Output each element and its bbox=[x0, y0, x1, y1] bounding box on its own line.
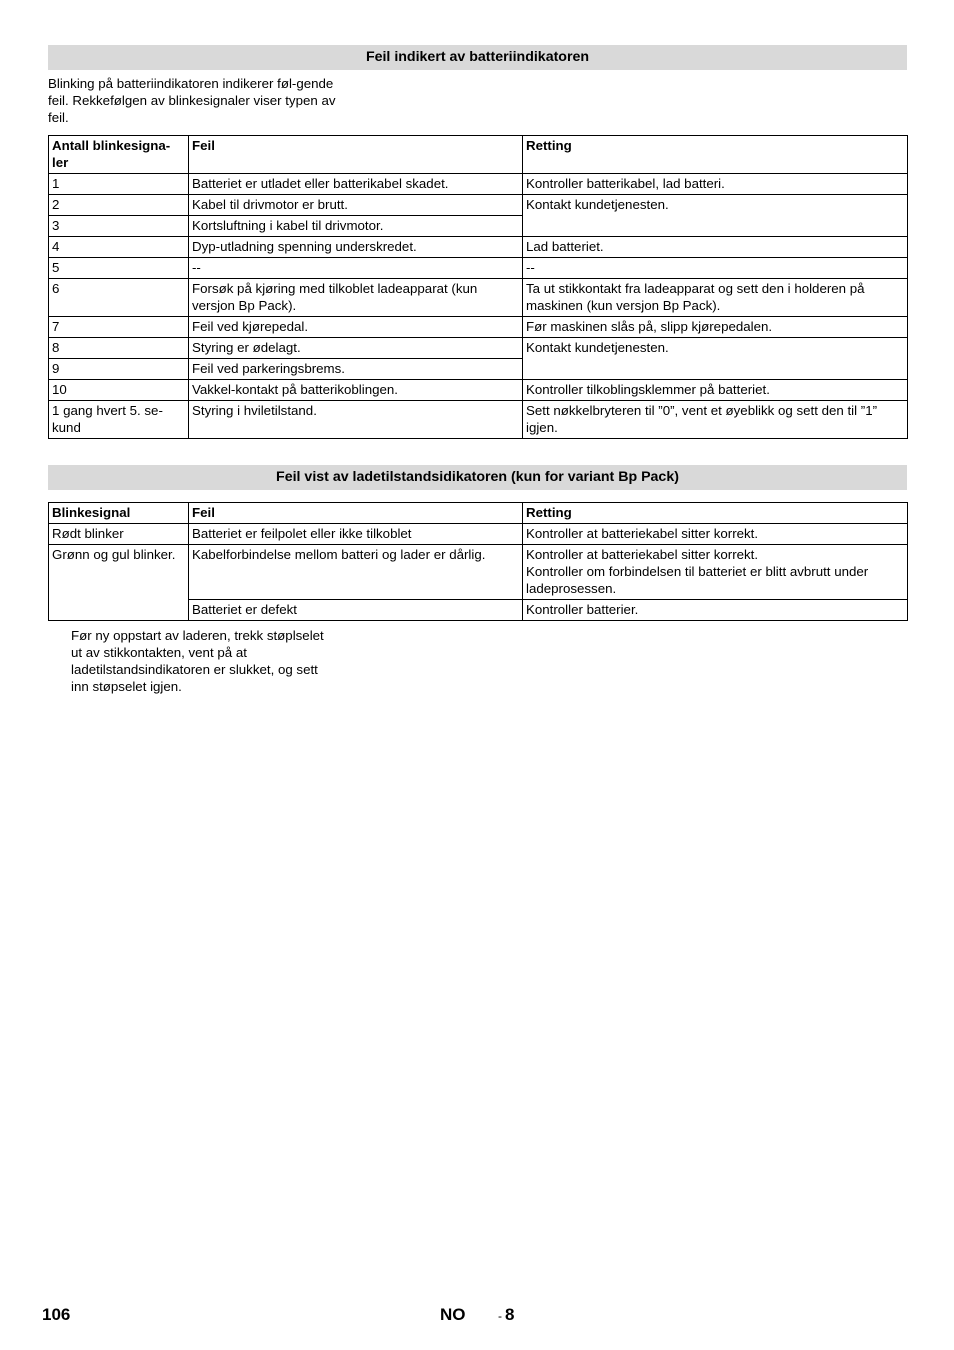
table-cell: Vakkel-kontakt på batterikoblingen. bbox=[189, 380, 523, 401]
table-cell: Kontroller batterier. bbox=[523, 600, 908, 621]
table-cell: Rødt blinker bbox=[49, 524, 189, 545]
table-header-row bbox=[49, 503, 908, 524]
table-cell: 2 bbox=[49, 195, 189, 216]
instruction-note bbox=[48, 627, 328, 695]
section-page-number bbox=[498, 1306, 514, 1325]
table-cell: Kontroller tilkoblingsklemmer på batteriet. bbox=[523, 380, 908, 401]
table-cell: 10 bbox=[49, 380, 189, 401]
table-cell: -- bbox=[523, 258, 908, 279]
table-cell: 4 bbox=[49, 237, 189, 258]
table-cell: Grønn og gul blinker. bbox=[49, 545, 189, 621]
header-cell: Antall blinkesigna-ler bbox=[49, 136, 189, 174]
table-cell: Kontroller at batteriekabel sitter korrekt. bbox=[523, 524, 908, 545]
table-cell: 5 bbox=[49, 258, 189, 279]
table-cell: 3 bbox=[49, 216, 189, 237]
table-cell: Styring i hviletilstand. bbox=[189, 401, 523, 439]
header-cell: Retting bbox=[523, 503, 908, 524]
table-cell: Kortsluftning i kabel til drivmotor. bbox=[189, 216, 523, 237]
table-cell: Batteriet er feilpolet eller ikke tilkoblet bbox=[189, 524, 523, 545]
table-cell: Ta ut stikkontakt fra ladeapparat og sett den i holderen på maskinen (kun versjon Bp Pack). bbox=[523, 279, 908, 317]
table-row bbox=[49, 195, 908, 216]
table-row bbox=[49, 401, 908, 439]
section-page-value: 8 bbox=[505, 1305, 515, 1324]
header-cell: Feil bbox=[189, 503, 523, 524]
table-cell: Forsøk på kjøring med tilkoblet ladeapparat (kun versjon Bp Pack). bbox=[189, 279, 523, 317]
table-cell: 6 bbox=[49, 279, 189, 317]
page-number: 106 bbox=[42, 1305, 71, 1324]
header-cell: Feil bbox=[189, 136, 523, 174]
retting-line: Kontroller at batteriekabel sitter korrekt. bbox=[526, 547, 759, 562]
table-row bbox=[49, 380, 908, 401]
table-cell: Kabel til drivmotor er brutt. bbox=[189, 195, 523, 216]
table-row bbox=[49, 237, 908, 258]
table-cell: Batteriet er utladet eller batterikabel skadet. bbox=[189, 174, 523, 195]
table-cell: Batteriet er defekt bbox=[189, 600, 523, 621]
table-row bbox=[49, 279, 908, 317]
table-cell: Kabelforbindelse mellom batteri og lader er dårlig. bbox=[189, 545, 523, 600]
table-row bbox=[49, 524, 908, 545]
table-cell: 7 bbox=[49, 317, 189, 338]
retting-line: Kontroller om forbindelsen til batteriet er blitt avbrutt under ladeprosessen. bbox=[526, 564, 869, 596]
table-header-row bbox=[49, 136, 908, 174]
table-cell: Feil ved parkeringsbrems. bbox=[189, 359, 523, 380]
table-cell: 1 gang hvert 5. se-kund bbox=[49, 401, 189, 439]
table-cell: Feil ved kjørepedal. bbox=[189, 317, 523, 338]
battery-error-table bbox=[48, 135, 908, 439]
table-cell: Kontroller batterikabel, lad batteri. bbox=[523, 174, 908, 195]
table-cell: 9 bbox=[49, 359, 189, 380]
intro-text: Blinking på batteriindikatoren indikerer føl-gende feil. Rekkefølgen av blinkesignaler viser typen av feil. bbox=[48, 76, 336, 125]
table-cell: Kontakt kundetjenesten. bbox=[523, 195, 908, 237]
table-row bbox=[49, 258, 908, 279]
section-title-charge-indicator: Feil vist av ladetilstandsidikatoren (kun for variant Bp Pack) bbox=[48, 465, 907, 490]
dash-separator: - bbox=[498, 1309, 502, 1323]
header-cell: Retting bbox=[523, 136, 908, 174]
table-cell: Dyp-utladning spenning underskredet. bbox=[189, 237, 523, 258]
table-row bbox=[49, 317, 908, 338]
table-cell: Styring er ødelagt. bbox=[189, 338, 523, 359]
table-row bbox=[49, 338, 908, 359]
instruction-text: Før ny oppstart av laderen, trekk støplselet ut av stikkontakten, vent på at ladetilstandsindikatoren er slukket, og sett inn støpselet igjen. bbox=[71, 628, 324, 694]
table-cell: Før maskinen slås på, slipp kjørepedalen. bbox=[523, 317, 908, 338]
language-code: NO bbox=[440, 1305, 466, 1324]
charge-error-table bbox=[48, 502, 908, 621]
table-cell: -- bbox=[189, 258, 523, 279]
header-cell: Blinkesignal bbox=[49, 503, 189, 524]
table-cell: Kontakt kundetjenesten. bbox=[523, 338, 908, 380]
table-row bbox=[49, 545, 908, 600]
table-cell: 1 bbox=[49, 174, 189, 195]
table-cell: 8 bbox=[49, 338, 189, 359]
table-cell: Lad batteriet. bbox=[523, 237, 908, 258]
table-cell: Sett nøkkelbryteren til ”0”, vent et øyeblikk og sett den til ”1” igjen. bbox=[523, 401, 908, 439]
section-title-battery-indicator: Feil indikert av batteriindikatoren bbox=[48, 45, 907, 70]
table-cell bbox=[523, 545, 908, 600]
table-row bbox=[49, 174, 908, 195]
